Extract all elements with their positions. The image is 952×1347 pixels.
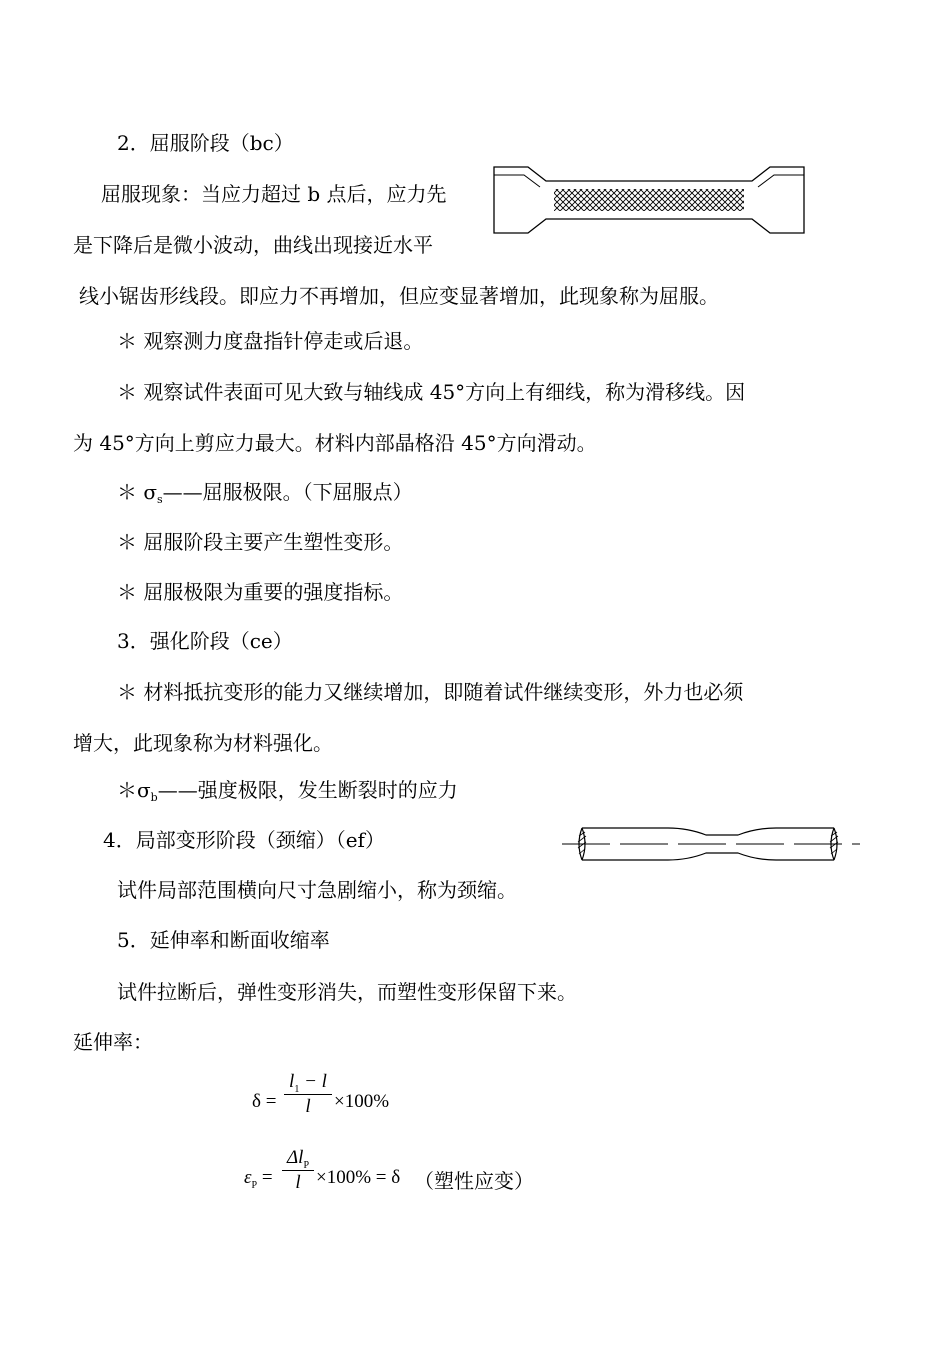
- section-2-heading: 2．屈服阶段（bc）: [117, 131, 294, 155]
- section-4-heading: 4．局部变形阶段（颈缩）（ef）: [103, 828, 385, 852]
- formula-1-num-rest: − l: [299, 1071, 327, 1092]
- hardening-bullet-2: [117, 778, 458, 802]
- formula-2-equals: =: [257, 1167, 273, 1188]
- sigma-b-subscript: b: [150, 791, 158, 804]
- yield-bullet-4: ＊ 屈服阶段主要产生塑性变形。: [117, 530, 404, 554]
- yield-bullet-2-line-1: ＊ 观察试件表面可见大致与轴线成 45°方向上有细线，称为滑移线。因: [117, 380, 746, 404]
- section-5-text: 试件拉断后，弹性变形消失，而塑性变形保留下来。: [117, 980, 577, 1004]
- formula-2-epsilon: ε: [244, 1167, 252, 1188]
- formula-1-rhs: ×100%: [334, 1091, 390, 1112]
- sigma-b-symbol: ＊σ: [117, 778, 151, 802]
- yield-para-line-1: 屈服现象：当应力超过 b 点后，应力先: [101, 182, 447, 206]
- hardening-bullet-1-line-2: 增大，此现象称为材料强化。: [73, 731, 333, 755]
- section-5-heading: 5．延伸率和断面收缩率: [117, 928, 330, 952]
- sigma-s-subscript: s: [157, 493, 163, 506]
- yield-bullet-2-line-2: 为 45°方向上剪应力最大。材料内部晶格沿 45°方向滑动。: [73, 431, 597, 455]
- formula-1-fraction: [284, 1071, 332, 1119]
- elongation-label: 延伸率：: [73, 1030, 153, 1054]
- sigma-s-symbol: ＊ σ: [117, 480, 158, 504]
- strength-limit-text: ——强度极限，发生断裂时的应力: [157, 778, 458, 802]
- formula-2-num-delta: Δl: [287, 1147, 304, 1168]
- necking-text: 试件局部范围横向尺寸急剧缩小，称为颈缩。: [117, 878, 517, 902]
- yield-para-line-3: 线小锯齿形线段。即应力不再增加，但应变显著增加，此现象称为屈服。: [79, 284, 719, 308]
- formula-1-lhs: δ =: [252, 1091, 277, 1112]
- formula-1-num-l: l: [289, 1071, 295, 1092]
- formula-2-epsilon-sub: P: [251, 1179, 258, 1191]
- yield-bullet-3: [117, 480, 413, 504]
- specimen-slip-lines-figure: [488, 163, 810, 239]
- formula-2-rhs: ×100% = δ: [316, 1167, 401, 1188]
- slip-lines-hatch: [554, 189, 744, 211]
- hardening-bullet-1-line-1: ＊ 材料抵抗变形的能力又继续增加，即随着试件继续变形，外力也必须: [117, 680, 744, 704]
- formula-2-note: （塑性应变）: [414, 1169, 534, 1193]
- yield-bullet-1: ＊ 观察测力度盘指针停走或后退。: [117, 329, 424, 353]
- section-3-heading: 3．强化阶段（ce）: [117, 629, 293, 653]
- formula-2-fraction: [282, 1147, 314, 1195]
- formula-2-lhs: [244, 1167, 273, 1191]
- formula-1-numerator: [284, 1071, 332, 1095]
- yield-limit-text: ——屈服极限。（下屈服点）: [162, 480, 413, 504]
- formula-2-numerator: [282, 1147, 314, 1171]
- formula-1-num-sub: 1: [294, 1083, 300, 1095]
- yield-para-line-2: 是下降后是微小波动，曲线出现接近水平: [73, 233, 433, 257]
- specimen-necking-figure: [558, 822, 864, 868]
- formula-2-num-sub: P: [303, 1159, 309, 1171]
- formula-1-denominator: l: [305, 1096, 311, 1117]
- formula-2-denominator: l: [295, 1172, 301, 1193]
- yield-bullet-5: ＊ 屈服极限为重要的强度指标。: [117, 580, 404, 604]
